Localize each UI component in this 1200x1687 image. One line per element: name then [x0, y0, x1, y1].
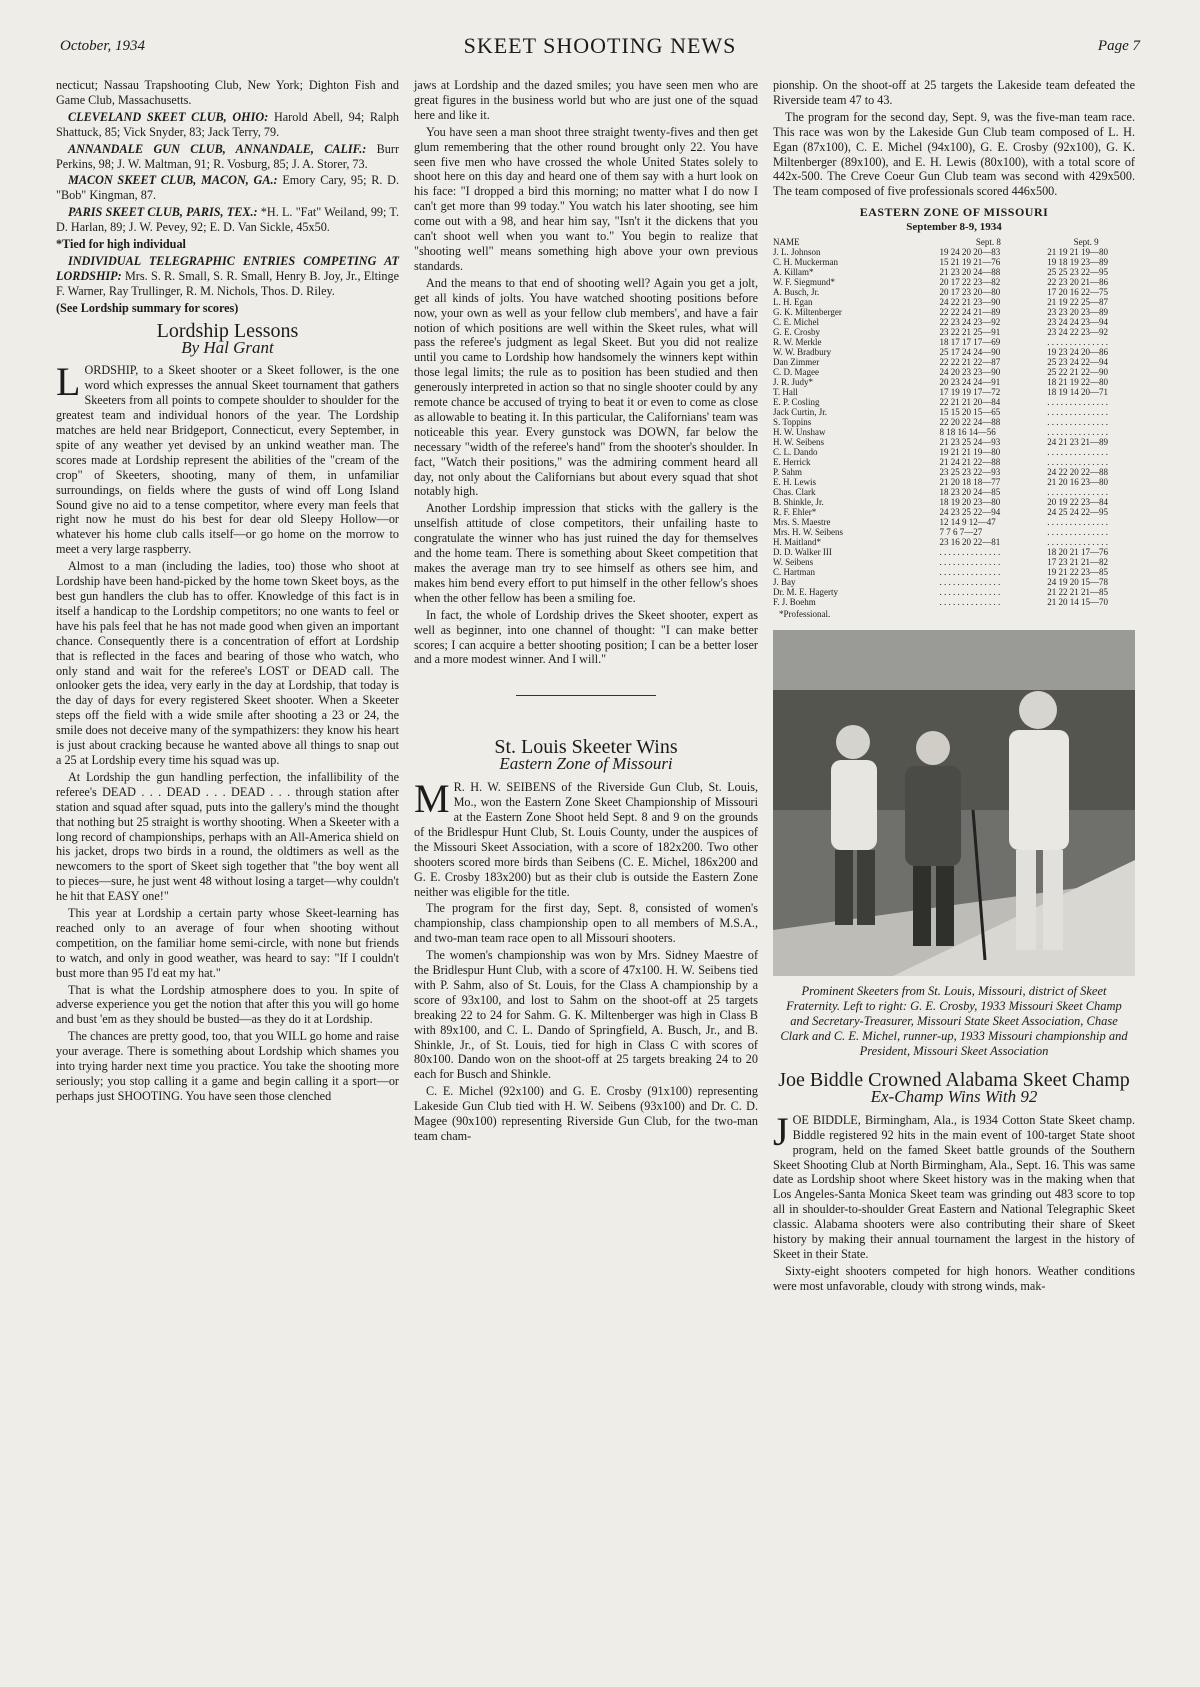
table-cell: R. F. Ehler* [773, 507, 817, 518]
paragraph: jaws at Lordship and the dazed smiles; you have seen men who are great figures in the business world but who are just one of the squad here and like it. [414, 78, 758, 122]
table-row [773, 317, 1135, 327]
table-row [773, 547, 1135, 557]
table-cell: H. Maitland* [773, 537, 821, 548]
table-row [773, 247, 1135, 257]
table-cell: W. F. Siegmund* [773, 277, 835, 288]
article-title: St. Louis Skeeter Wins [494, 736, 678, 759]
table-row [773, 427, 1135, 437]
table-row [773, 527, 1135, 537]
column-right [773, 78, 1135, 1296]
table-cell: 24 23 25 22—94 [939, 507, 1001, 518]
paragraph: Almost to a man (including the ladies, too) those who shoot at Lordship have been hand-picked by the home town Skeet boys, as the best gun handlers the club has to offer. Knowledge of this fact is in itself a handicap to the Lordship competitors; no one wants to feel or have his pals feel that he has not made good when given an important chance. Consequently there is a concentration of effort at Lordship that is reflected in the faces and bearing of those who watch, who only stand and wait for the referee's LOST or DEAD call. The onlooker gets the idea, very early in the day at Lordship, that today is the day of days for every registered Skeet shooter. When a Skeeter steps off the field with a wide smile after shooting a 23 or 24, the smile does not deceive many of the sympathizers: they know his heart is just about cracking because he wanted above all things to snap out a 25 at Lordship every time his squad was up. [56, 559, 399, 767]
article-subtitle: Ex-Champ Wins With 92 [870, 1086, 1038, 1106]
table-cell: 23 24 24 23—94 [1047, 317, 1108, 328]
table-cell: Chas. Clark [773, 487, 816, 498]
table-cell: T. Hall [773, 387, 798, 398]
paragraph: The program for the second day, Sept. 9, was the five-man team race. This race was won by the Lakeside Gun Club team composed of L. H. Egan (87x100), C. E. Michel (94x100), G. E. Crosby (92x100), G. K. Miltenberger (89x100), and E. H. Lewis (80x100), with a total score of 442x-500. The Creve Coeur Gun Club team was second with 429x500. The team composed of five professionals scored 446x500. [773, 109, 1135, 199]
table-cell: 18 23 20 24—85 [939, 487, 1001, 498]
table-cell: Jack Curtin, Jr. [773, 407, 827, 418]
table-cell: Dan Zimmer [773, 357, 820, 368]
table-row [773, 307, 1135, 317]
table-row [773, 557, 1135, 567]
article-subtitle: Eastern Zone of Missouri [499, 754, 673, 774]
paragraph: The chances are pretty good, too, that you WILL go home and raise your average. There is something about Lordship which shames you into trying harder next time you practice. You take the shooting more seriously; you stop calling it a game and begin calling it a sport—or perhaps just SHOOTING. You have seen those clenched [56, 1029, 399, 1103]
table-row [773, 597, 1135, 607]
column-header: Sept. 9 [1073, 237, 1099, 248]
table-cell: 25 25 23 22—95 [1047, 267, 1108, 278]
paragraph: You have seen a man shoot three straight twenty-fives and then get glum remembering that the other round brought only 22. You have seen five men who have crossed the whole United States solely to shoot here on this day and heard one of them say with a hurt look on his face: "I dropped a bird this morning; no matter what I do now I can't get more than 99 today." You watch his later shooting, see him come out with a 98, and hear him say, "Isn't it the dickens that you can't shoot well when you want to." You begin to realize that "shooting well" means something high above your own previous standards. [414, 124, 758, 273]
table-row [773, 257, 1135, 267]
table-cell: 7 7 6 7—27 [939, 527, 983, 538]
table-row [773, 367, 1135, 377]
table-cell: 23 25 23 22—93 [939, 467, 1001, 478]
table-cell: 22 20 22 24—88 [939, 417, 1001, 428]
table-row [773, 447, 1135, 457]
table-cell: 15 15 20 15—65 [939, 407, 1001, 418]
table-cell: . . . . . . . . . . . . . . [939, 567, 1001, 578]
table-cell: 18 20 21 17—76 [1047, 547, 1108, 558]
lead-paragraph: LORDSHIP, to a Skeet shooter or a Skeet follower, is the one word which expresses the annual Skeet tournament that gathers Skeeters from all points to compete shoulder to shoulder for the greatest team and individual honors of the year. The Lordship matches are held near Bridgeport, Connecticut, every September, in spite of any weather yet devised by an unkind weather man. The scores made at Lordship represent the abilities of the "cream of the crop" of Skeeters, shooting, many of them, in unfamiliar surroundings, on fields where the gusts of wind off Long Island Sound give no aid to a tense competitor, where every man feels that right now he must do his best for dear old Sleepy Hollow—or whatever his home club calls itself—or go home on the morrow to meet a very large raspberry. [56, 359, 399, 557]
table-cell: . . . . . . . . . . . . . . [1047, 537, 1108, 548]
table-cell: 22 22 24 21—89 [939, 307, 1001, 318]
table-row [773, 477, 1135, 487]
table-cell: C. H. Muckerman [773, 257, 838, 268]
table-cell: 24 22 21 23—90 [939, 297, 1001, 308]
table-cell: 20 17 23 20—80 [939, 287, 1001, 298]
table-cell: . . . . . . . . . . . . . . [1047, 517, 1108, 528]
table-cell: 22 23 20 21—86 [1047, 277, 1108, 288]
table-cell: 21 20 14 15—70 [1047, 597, 1108, 608]
club-result: INDIVIDUAL TELEGRAPHIC ENTRIES COMPETING AT LORDSHIP: Mrs. S. R. Small, S. R. Small, Henry B. Joy, Jr., Eltinge F. Warner, Ray Trullinger, R. M. Nichols, Thos. D. Riley. [56, 253, 399, 298]
paragraph: The women's championship was won by Mrs. Sidney Maestre of the Bridlespur Hunt Club, with a score of 47x100. H. W. Seibens tied with P. Sahm, also of St. Louis, for the Class A championship by a score of 93x100, and lost to Sahm on the shoot-off at 25 targets breaking 22 to 24 for Sahm. G. K. Miltenberger was high in Class B with 89x100, and C. L. Dando of Springfield, A. Busch, Jr., and B. Shinkle, Jr., of St. Louis, tied for high in Class C with scores of 80x100. Dando won on the shoot-off at 25 targets breaking 24 to 20 each for Busch and Shinkle. [414, 948, 758, 1082]
table-cell: 17 23 21 21—82 [1047, 557, 1108, 568]
table-cell: 25 17 24 24—90 [939, 347, 1001, 358]
table-row [773, 387, 1135, 397]
paragraph: And the means to that end of shooting well? Again you get a jolt, get all kinds of jolts. You have watched shooting positions before now, your own as well as your fellow club members', and have a fair notion of which positions are well within the Skeet rules, what will pass the referee's judgment as legal Skeet. But you did not realize until you came to Lordship how handsomely the winners kept within those legal limits; the rule as to position has been studied and then generously interpreted in action so that no single shooter could by any remote chance be accused of trying to beat it or even to come as close as allowable to beating it. In this particular, the Californians' team was noticeable this year. Every gunstock was DOWN, far below the necessary "width of the referee's hand" from the shooter's shoulder. In fact, "Watch their positions," was the admiring comment heard all day, not only about the Californians but about every squad that shot notably high. [414, 275, 758, 499]
paragraph: That is what the Lordship atmosphere does to you. In spite of adverse experience you get the notion that after this you will go home and bust 'em as they should be busted—as they do it at Lordship. [56, 982, 399, 1027]
table-row [773, 287, 1135, 297]
page-number: Page 7 [1097, 38, 1140, 54]
paragraph: In fact, the whole of Lordship drives the Skeet shooter, expert as well as beginner, into one channel of thought: "I can make better scores; I can acquire a better shooting position; I can be a better loser and a more modest winner. And I will." [414, 607, 758, 667]
table-cell: 21 19 22 25—87 [1047, 297, 1108, 308]
table-cell: 17 20 16 22—75 [1047, 287, 1108, 298]
table-cell: 19 18 19 23—89 [1047, 257, 1108, 268]
table-cell: W. Seibens [773, 557, 814, 568]
table-cell: . . . . . . . . . . . . . . [1047, 427, 1108, 438]
table-cell: J. Bay [773, 577, 796, 588]
table-cell: C. D. Magee [773, 367, 819, 378]
table-cell: 8 18 16 14—56 [939, 427, 996, 438]
page-header [60, 30, 1140, 64]
table-row [773, 567, 1135, 577]
table-cell: E. Herrick [773, 457, 811, 468]
table-cell: C. Hartman [773, 567, 815, 578]
scores-table [773, 237, 1135, 607]
table-cell: S. Toppins [773, 417, 812, 428]
photo-st-louis-skeeters [773, 630, 1135, 976]
club-result: PARIS SKEET CLUB, PARIS, TEX.: *H. L. "Fat" Weiland, 99; T. D. Harlan, 89; J. W. Pevey, 92; E. D. Van Sickle, 45x50. [56, 205, 399, 235]
table-cell: 12 14 9 12—47 [939, 517, 996, 528]
lead-paragraph: JOE BIDDLE, Birmingham, Ala., is 1934 Cotton State Skeet champ. Biddle registered 92 hits in the main event of 100-target State shoot program, held on the famed Skeet battle grounds of the Southern Skeet Shooting Club at North Birmingham, Ala., Sept. 16. This was same date as Lordship shoot where Skeet history was in the making when that Los Angeles-Santa Monica Skeet team was grinding out 483 score to top all in shoulder-to-shoulder Great Eastern and National Telegraphic Skeet classic. Alabama shooters were also contributing their share of Skeet history by making their annual tournament the largest in the history of Skeet in their State. [773, 1108, 1135, 1261]
paragraph: necticut; Nassau Trapshooting Club, New York; Dighton Fish and Game Club, Massachusetts. [56, 78, 399, 107]
table-cell: 24 19 20 15—78 [1047, 577, 1108, 588]
table-cell: 21 23 20 24—88 [939, 267, 1001, 278]
table-row [773, 377, 1135, 387]
table-row [773, 587, 1135, 597]
table-cell: 23 23 20 23—89 [1047, 307, 1108, 318]
table-cell: 20 17 22 23—82 [939, 277, 1001, 288]
table-row [773, 467, 1135, 477]
table-cell: C. E. Michel [773, 317, 819, 328]
table-cell: . . . . . . . . . . . . . . [1047, 447, 1108, 458]
table-cell: W. W. Bradbury [773, 347, 832, 358]
issue-date: October, 1934 [60, 38, 145, 54]
club-result: CLEVELAND SKEET CLUB, OHIO: Harold Abell, 94; Ralph Shattuck, 85; Vick Snyder, 83; Jack Terry, 79. [56, 109, 400, 139]
table-cell: 15 21 19 21—76 [939, 257, 1001, 268]
article-title: Joe Biddle Crowned Alabama Skeet Champ [778, 1068, 1130, 1091]
table-row [773, 337, 1135, 347]
table-row [773, 577, 1135, 587]
photo-caption: Prominent Skeeters from St. Louis, Missouri, district of Skeet Fraternity. Left to right: G. E. Crosby, 1933 Missouri Skeet Champ and Secretary-Treasurer, Missouri State Skeet Association, Chase Clark and C. E. Michel, runner-up, 1933 Missouri championship and President, Missouri Skeet Association [780, 983, 1128, 1058]
table-cell: . . . . . . . . . . . . . . [1047, 407, 1108, 418]
byline: By Hal Grant [181, 337, 274, 357]
table-cell: 18 19 14 20—71 [1047, 387, 1108, 398]
table-cell: Mrs. H. W. Seibens [773, 527, 844, 538]
table-cell: J. R. Judy* [773, 377, 814, 388]
table-cell: B. Shinkle, Jr. [773, 497, 824, 508]
table-cell: 20 19 22 23—84 [1047, 497, 1108, 508]
table-cell: . . . . . . . . . . . . . . [1047, 397, 1108, 408]
table-cell: 21 20 16 23—80 [1047, 477, 1108, 488]
table-cell: 22 23 24 23—92 [939, 317, 1001, 328]
table-cell: C. L. Dando [773, 447, 818, 458]
table-cell: 18 17 17 17—69 [939, 337, 1001, 348]
table-cell: 23 22 21 25—91 [939, 327, 1001, 338]
table-cell: H. W. Seibens [773, 437, 825, 448]
table-cell: L. H. Egan [773, 297, 813, 308]
paragraph: Another Lordship impression that sticks with the gallery is the unselfish attitude of close competitors, their unfailing haste to congratulate the winner who has just ruined the day for themselves and the home team. There is something about Skeet competition that makes the average man try to see himself as others see him, and makes him bend every effort to put himself in the other fellow's shoes when the other fellow has been a smiling foe. [414, 501, 758, 605]
table-cell: . . . . . . . . . . . . . . [1047, 527, 1108, 538]
club-result: ANNANDALE GUN CLUB, ANNANDALE, CALIF.: Burr Perkins, 98; J. W. Maltman, 91; R. Vosburg, 85; J. A. Storer, 73. [56, 141, 399, 171]
table-cell: 24 21 23 21—89 [1047, 437, 1108, 448]
table-cell: 21 20 18 18—77 [939, 477, 1001, 488]
paragraph: This year at Lordship a certain party whose Skeet-learning has reached only to an average of four when shooting without competition, on the familiar home semi-circle, with none but friends to watch, and only in good weather, was heard to say: "If I couldn't bust more than 95 I'd eat my hat." [56, 906, 399, 980]
table-cell: 19 24 20 20—83 [939, 247, 1001, 258]
paragraph: At Lordship the gun handling perfection, the infallibility of the referee's DEAD . . . DEAD . . . DEAD . . . through station after station and squad after squad, puts into the gallery's mind the thought that nothing but 25 straight is worthy shooting. When a Skeeter with a long record of championships, perhaps with an All-America shield on his jacket, drops two birds in a round, the oldtimers as well as the newcomers to the sport of Skeet sigh together that "the boy went all to pieces—sure, he just went 48 without losing a target—why couldn't he hit that EASY one!" [56, 769, 399, 904]
table-cell: 20 23 24 24—91 [939, 377, 1001, 388]
table-footnote: *Professional. [779, 609, 831, 620]
table-row [773, 347, 1135, 357]
table-cell: 21 19 21 19—80 [1047, 247, 1108, 258]
table-cell: 21 24 21 22—88 [939, 457, 1001, 468]
table-cell: P. Sahm [773, 467, 803, 478]
paragraph: pionship. On the shoot-off at 25 targets the Lakeside team defeated the Riverside team 47 to 43. [773, 78, 1135, 107]
table-row [773, 457, 1135, 467]
column-header: NAME [773, 237, 800, 248]
table-cell: 25 23 24 22—94 [1047, 357, 1108, 368]
table-cell: G. E. Crosby [773, 327, 820, 338]
table-row [773, 277, 1135, 287]
table-cell: . . . . . . . . . . . . . . [939, 597, 1001, 608]
table-cell: F. J. Boehm [773, 597, 816, 608]
tied-note: *Tied for high individual [56, 237, 186, 252]
table-cell: 21 22 21 21—85 [1047, 587, 1108, 598]
table-row [773, 267, 1135, 277]
table-cell: E. H. Lewis [773, 477, 816, 488]
table-row [773, 297, 1135, 307]
divider [516, 695, 656, 696]
paragraph: The program for the first day, Sept. 8, consisted of women's championship, class championship open to all members of M.S.A., and two-man team race open to all Missouri shooters. [414, 901, 758, 946]
table-cell: Dr. M. E. Hagerty [773, 587, 838, 598]
table-cell: 17 19 19 17—72 [939, 387, 1001, 398]
table-row [773, 327, 1135, 337]
table-cell: . . . . . . . . . . . . . . [1047, 457, 1108, 468]
column-middle [414, 78, 758, 1146]
see-summary-note: (See Lordship summary for scores) [56, 300, 239, 315]
table-cell: 22 21 21 20—84 [939, 397, 1001, 408]
table-cell: . . . . . . . . . . . . . . [939, 547, 1001, 558]
drop-cap: M [414, 776, 450, 822]
table-cell: . . . . . . . . . . . . . . [1047, 487, 1108, 498]
table-row [773, 507, 1135, 517]
table-row [773, 487, 1135, 497]
table-cell: 22 22 21 22—87 [939, 357, 1001, 368]
table-cell: A. Killam* [773, 267, 814, 278]
lead-paragraph: M R. H. W. SEIBENS of the Riverside Gun Club, St. Louis, Mo., won the Eastern Zone Skeet Championship of Missouri at the Eastern Zone Shoot held Sept. 8 and 9 on the grounds of the Bridlespur Hunt Club, St. Louis County, under the auspices of the Missouri Skeet Association, with a score of 182x200. Two other shooters scored more birds than Seibens (C. E. Michel, 186x200 and G. E. Crosby 183x200) but as their club is outside the Eastern Zone neither was eligible for the title. [414, 776, 758, 899]
table-cell: R. W. Merkle [773, 337, 822, 348]
table-cell: . . . . . . . . . . . . . . [939, 587, 1001, 598]
table-row [773, 537, 1135, 547]
table-cell: A. Busch, Jr. [773, 287, 820, 298]
table-row [773, 417, 1135, 427]
table-cell: H. W. Unshaw [773, 427, 826, 438]
paragraph: Sixty-eight shooters competed for high honors. Weather conditions were most unfavorable, cloudy with strong winds, mak- [773, 1263, 1135, 1293]
table-cell: . . . . . . . . . . . . . . [1047, 417, 1108, 428]
table-subtitle: September 8-9, 1934 [906, 221, 1002, 234]
paragraph: C. E. Michel (92x100) and G. E. Crosby (91x100) representing Lakeside Gun Club tied with H. W. Seibens (93x100) and Dr. C. D. Magee (90x100) representing Riverside Gun Club, for the two-man team cham- [414, 1084, 758, 1143]
table-cell: E. P. Cosling [773, 397, 820, 408]
table-cell: G. K. Miltenberger [773, 307, 842, 318]
table-title: EASTERN ZONE OF MISSOURI [859, 205, 1049, 220]
table-row [773, 437, 1135, 447]
table-cell: 21 23 25 24—93 [939, 437, 1001, 448]
table-cell: Mrs. S. Maestre [773, 517, 831, 528]
table-cell: 24 25 24 22—95 [1047, 507, 1108, 518]
table-cell: 24 22 20 22—88 [1047, 467, 1108, 478]
article-title: Lordship Lessons [156, 319, 299, 342]
table-row [773, 407, 1135, 417]
table-cell: . . . . . . . . . . . . . . [1047, 337, 1108, 348]
table-cell: 23 16 20 22—81 [939, 537, 1001, 548]
table-cell: 18 21 19 22—80 [1047, 377, 1108, 388]
table-row [773, 517, 1135, 527]
club-result: MACON SKEET CLUB, MACON, GA.: Emory Cary, 95; R. D. "Bob" Kingman, 87. [56, 173, 399, 203]
table-cell: 19 21 22 23—85 [1047, 567, 1108, 578]
table-cell: 19 23 24 20—86 [1047, 347, 1108, 358]
table-cell: 19 21 21 19—80 [939, 447, 1001, 458]
table-cell: J. L. Johnson [773, 247, 821, 258]
column-left [56, 78, 399, 1106]
drop-cap: L [56, 359, 81, 405]
table-cell: 18 19 20 23—80 [939, 497, 1001, 508]
table-cell: 24 20 23 23—90 [939, 367, 1001, 378]
table-row [773, 397, 1135, 407]
table-cell: D. D. Walker III [773, 547, 832, 558]
table-row [773, 357, 1135, 367]
drop-cap: J [773, 1108, 789, 1154]
table-cell: 23 24 22 23—92 [1047, 327, 1108, 338]
column-header: Sept. 8 [975, 237, 1001, 248]
table-cell: . . . . . . . . . . . . . . [939, 577, 1001, 588]
table-cell: 25 22 21 22—90 [1047, 367, 1108, 378]
table-cell: . . . . . . . . . . . . . . [939, 557, 1001, 568]
publication-title: SKEET SHOOTING NEWS [463, 33, 737, 58]
table-row [773, 497, 1135, 507]
